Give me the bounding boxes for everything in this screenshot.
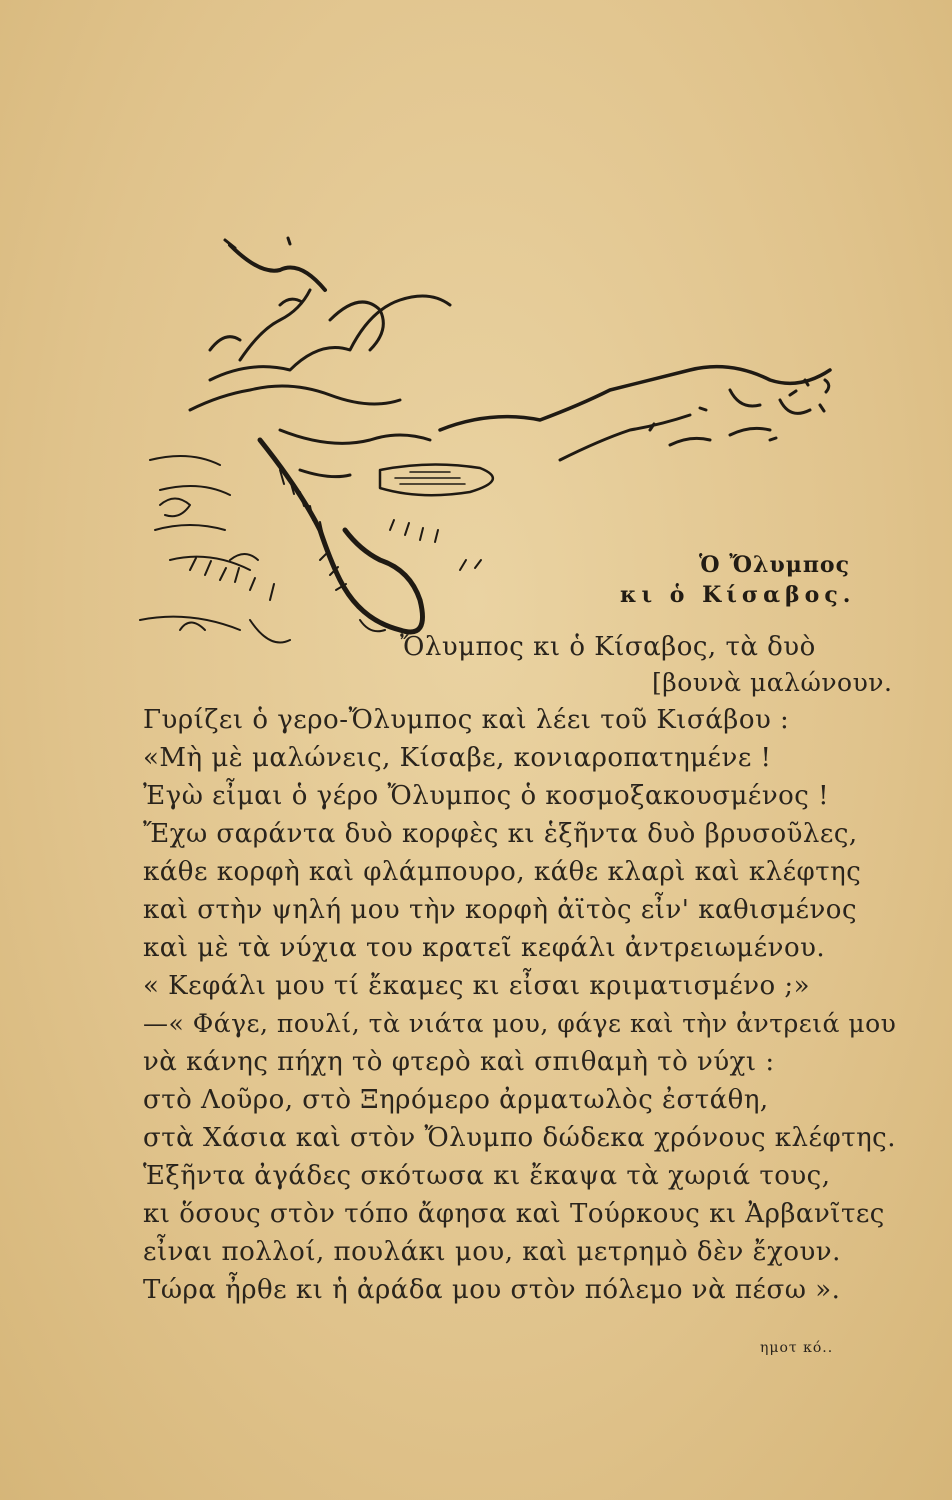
poem-line: [βουνὰ μαλώνουν. (652, 668, 893, 697)
poem-line: « Κεφάλι μου τί ἔκαμες κι εἶσαι κριματισμένο ;» (143, 971, 811, 1001)
poem-line: στὸ Λοῦρο, στὸ Ξηρόμερο ἀρματωλὸς ἐστάθη, (143, 1085, 769, 1115)
caption-line-1: Ὁ Ὄλυμπος (699, 552, 850, 578)
poem-line: κι ὅσους στὸν τόπο ἄφησα καὶ Τούρκους κι Ἀρβανῖτες (143, 1199, 885, 1229)
poem-line: —« Φάγε, πουλί, τὰ νιάτα μου, φάγε καὶ τὴν ἀντρειά μου (143, 1009, 897, 1038)
poem-line: «Μὴ μὲ μαλώνεις, Κίσαβε, κονιαροπατημένε ! (143, 743, 772, 773)
poem-line: καὶ μὲ τὰ νύχια του κρατεῖ κεφάλι ἀντρειωμένου. (143, 933, 826, 963)
poem-line: Ἐγὼ εἶμαι ὁ γέρο Ὄλυμπος ὁ κοσμοξακουσμένος ! (143, 781, 830, 811)
caption-line-2: κι ὁ Κίσαβος. (620, 582, 856, 608)
poem-line: Τώρα ἦρθε κι ἡ ἀράδα μου στὸν πόλεμο νὰ πέσω ». (143, 1275, 841, 1305)
poem-line: Γυρίζει ὁ γερο-Ὄλυμπος καὶ λέει τοῦ Κισάβου : (143, 705, 790, 735)
poem-line: εἶναι πολλοί, πουλάκι μου, καὶ μετρημὸ δὲν ἔχουν. (143, 1237, 841, 1267)
poem-line: καὶ στὴν ψηλή μου τὴν κορφὴ ἀϊτὸς εἶν' καθισμένος (143, 895, 858, 925)
library-stamp: ημοτ κό.. (760, 1340, 834, 1356)
poem-line: στὰ Χάσια καὶ στὸν Ὄλυμπο δώδεκα χρόνους κλέφτης. (143, 1123, 896, 1153)
poem-line: Ἔχω σαράντα δυὸ κορφὲς κι ἑξῆντα δυὸ βρυσοῦλες, (143, 819, 858, 849)
poem-line: κάθε κορφὴ καὶ φλάμπουρο, κάθε κλαρὶ καὶ κλέφτης (143, 857, 862, 887)
poem-line: νὰ κάνης πήχη τὸ φτερὸ καὶ σπιθαμὴ τὸ νύχι : (143, 1047, 775, 1077)
poem-line: Ἑξῆντα ἀγάδες σκότωσα κι ἔκαψα τὰ χωριά τους, (143, 1161, 831, 1191)
illustration-caption (620, 550, 856, 610)
poem-line: Ὄλυμπος κι ὁ Κίσαβος, τὰ δυὸ (400, 632, 816, 662)
